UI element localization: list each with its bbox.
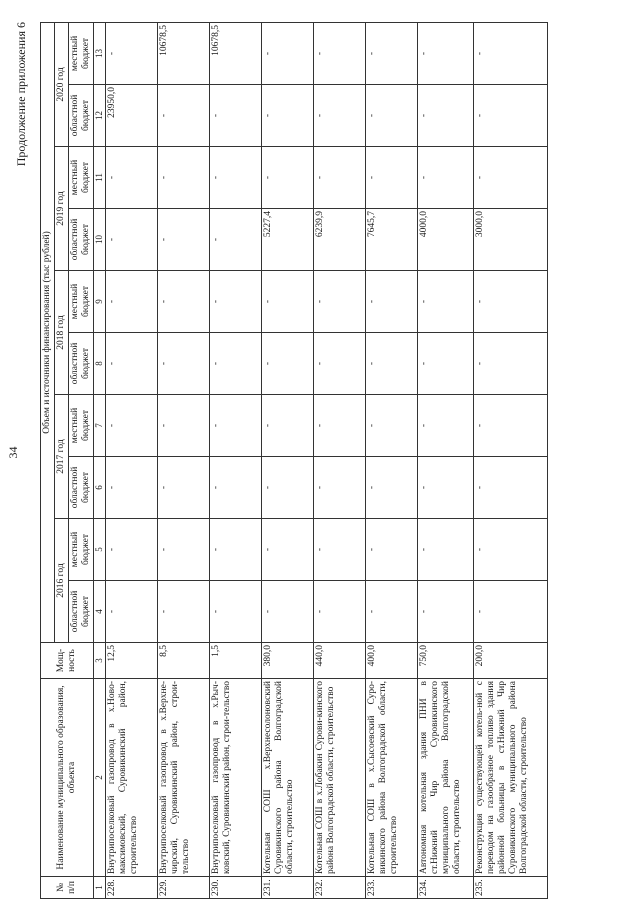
funding-value: - xyxy=(158,209,210,271)
col-number: 7 xyxy=(94,395,106,457)
col-number: 10 xyxy=(94,209,106,271)
object-name: Внутрипоселковый газопровод в х.Рыч-ковский, Суровикинский район, строи-тельство xyxy=(210,679,262,877)
row-number: 234. xyxy=(418,877,474,899)
funding-value: - xyxy=(314,22,366,84)
funding-value: - xyxy=(418,271,474,333)
table-row xyxy=(314,22,366,898)
object-power: 380,0 xyxy=(262,643,314,679)
funding-value: - xyxy=(158,519,210,581)
funding-value: - xyxy=(106,519,158,581)
funding-value: - xyxy=(210,147,262,209)
funding-value: - xyxy=(262,271,314,333)
header-name: Наименование муниципального образования, объекта xyxy=(41,679,94,877)
object-power: 440,0 xyxy=(314,643,366,679)
object-name: Котельная СОШ х.Верхнесолоновский Суровикинского района Волгоградской области, строительство xyxy=(262,679,314,877)
row-number: 231. xyxy=(262,877,314,899)
funding-value: - xyxy=(314,581,366,643)
funding-value: - xyxy=(210,395,262,457)
funding-value: - xyxy=(314,85,366,147)
header-local: местный бюджет xyxy=(69,271,94,333)
header-year-2017: 2017 год xyxy=(55,395,69,519)
header-local: местный бюджет xyxy=(69,395,94,457)
funding-value: - xyxy=(210,581,262,643)
object-name: Внутрипоселковый газопровод в х.Ново-максимовский, Суровикинский район, строительство xyxy=(106,679,158,877)
funding-value: - xyxy=(262,22,314,84)
col-number: 6 xyxy=(94,457,106,519)
funding-value: 3000,0 xyxy=(474,209,548,271)
funding-value: - xyxy=(418,85,474,147)
row-number: 235. xyxy=(474,877,548,899)
funding-value: - xyxy=(314,519,366,581)
header-regional: областной бюджет xyxy=(69,209,94,271)
row-number: 229. xyxy=(158,877,210,899)
table-body xyxy=(106,22,548,898)
table-row xyxy=(158,22,210,898)
funding-value: - xyxy=(314,147,366,209)
col-number: 4 xyxy=(94,581,106,643)
header-local: местный бюджет xyxy=(69,147,94,209)
header-row-col-numbers xyxy=(94,22,106,898)
header-regional: областной бюджет xyxy=(69,85,94,147)
funding-value: - xyxy=(474,519,548,581)
funding-value: - xyxy=(474,22,548,84)
funding-value: - xyxy=(366,85,418,147)
funding-value: - xyxy=(262,333,314,395)
object-power: 12,5 xyxy=(106,643,158,679)
funding-value: - xyxy=(106,581,158,643)
table-row xyxy=(474,22,548,898)
col-number: 8 xyxy=(94,333,106,395)
header-power: Мощ-ность xyxy=(41,643,94,679)
funding-value: - xyxy=(474,85,548,147)
funding-value: 5227,4 xyxy=(262,209,314,271)
funding-value: - xyxy=(210,333,262,395)
funding-value: - xyxy=(418,519,474,581)
funding-value: - xyxy=(106,271,158,333)
funding-value: 23950,0 xyxy=(106,85,158,147)
header-row-1 xyxy=(41,22,55,898)
funding-value: - xyxy=(158,85,210,147)
funding-value: 7645,7 xyxy=(366,209,418,271)
funding-value: - xyxy=(262,457,314,519)
funding-value: - xyxy=(418,457,474,519)
funding-value: 4000,0 xyxy=(418,209,474,271)
table-row xyxy=(366,22,418,898)
funding-value: - xyxy=(366,271,418,333)
header-num: № п/п xyxy=(41,877,94,899)
header-regional: областной бюджет xyxy=(69,457,94,519)
object-power: 750,0 xyxy=(418,643,474,679)
row-number: 233. xyxy=(366,877,418,899)
object-name: Котельная СОШ в х.Сысоевский Суро-викинского района Волгоградской области, строительство xyxy=(366,679,418,877)
header-regional: областной бюджет xyxy=(69,581,94,643)
funding-value: - xyxy=(106,22,158,84)
funding-value: - xyxy=(314,457,366,519)
funding-value: - xyxy=(106,209,158,271)
funding-table xyxy=(40,22,548,899)
funding-value: - xyxy=(474,333,548,395)
funding-value: - xyxy=(106,395,158,457)
object-name: Автономная котельная здания ПНИ в ст.Нижний Чир Суровикинского муниципального района Волгоградской области, строительство xyxy=(418,679,474,877)
funding-value: - xyxy=(366,22,418,84)
funding-value: - xyxy=(314,395,366,457)
funding-value: - xyxy=(474,147,548,209)
header-year-2020: 2020 год xyxy=(55,22,69,146)
funding-value: - xyxy=(158,271,210,333)
funding-value: - xyxy=(366,457,418,519)
funding-value: - xyxy=(262,581,314,643)
header-year-2016: 2016 год xyxy=(55,519,69,643)
funding-value: - xyxy=(210,457,262,519)
funding-value: - xyxy=(158,457,210,519)
funding-value: - xyxy=(262,395,314,457)
row-number: 228. xyxy=(106,877,158,899)
funding-value: - xyxy=(474,271,548,333)
funding-value: 6239,9 xyxy=(314,209,366,271)
object-name: Реконструкция существующей котель-ной с переводом на газообразное топливо здания районной больницы в ст.Нижний Чир Суровикинского муниципального района Волгоградской области, строительство xyxy=(474,679,548,877)
page-number: 34 xyxy=(6,446,20,459)
funding-value: - xyxy=(210,271,262,333)
funding-value: - xyxy=(418,333,474,395)
funding-value: - xyxy=(418,395,474,457)
object-name: Котельная СОШ в х.Лобакин Сурови-кинского района Волгоградской области, строительство xyxy=(314,679,366,877)
funding-value: - xyxy=(474,457,548,519)
header-funding: Объем и источники финансирования (тыс рублей) xyxy=(41,22,55,642)
col-number: 13 xyxy=(94,22,106,84)
funding-value: - xyxy=(418,147,474,209)
row-number: 232. xyxy=(314,877,366,899)
table-row xyxy=(106,22,158,898)
funding-value: - xyxy=(158,147,210,209)
table-row xyxy=(262,22,314,898)
funding-value: 10678,5 xyxy=(210,22,262,84)
funding-value: - xyxy=(474,395,548,457)
funding-value: - xyxy=(262,147,314,209)
funding-value: - xyxy=(262,519,314,581)
funding-value: - xyxy=(106,333,158,395)
funding-value: - xyxy=(106,147,158,209)
table-row xyxy=(210,22,262,898)
funding-value: - xyxy=(262,85,314,147)
funding-value: - xyxy=(366,519,418,581)
funding-value: - xyxy=(158,581,210,643)
funding-value: - xyxy=(418,22,474,84)
funding-value: - xyxy=(314,333,366,395)
funding-value: - xyxy=(366,147,418,209)
funding-value: 10678,5 xyxy=(158,22,210,84)
header-regional: областной бюджет xyxy=(69,333,94,395)
funding-value: - xyxy=(210,519,262,581)
funding-value: - xyxy=(366,581,418,643)
col-number: 12 xyxy=(94,85,106,147)
funding-value: - xyxy=(210,209,262,271)
funding-value: - xyxy=(418,581,474,643)
funding-value: - xyxy=(366,395,418,457)
object-power: 8,5 xyxy=(158,643,210,679)
funding-value: - xyxy=(314,271,366,333)
continuation-label: Продолжение приложения 6 xyxy=(14,22,28,167)
col-number: 1 xyxy=(94,877,106,899)
funding-value: - xyxy=(158,333,210,395)
col-number: 11 xyxy=(94,147,106,209)
header-local: местный бюджет xyxy=(69,519,94,581)
funding-value: - xyxy=(366,333,418,395)
object-power: 1,5 xyxy=(210,643,262,679)
object-power: 400,0 xyxy=(366,643,418,679)
funding-value: - xyxy=(106,457,158,519)
header-year-2018: 2018 год xyxy=(55,271,69,395)
funding-value: - xyxy=(474,581,548,643)
table-row xyxy=(418,22,474,898)
col-number: 5 xyxy=(94,519,106,581)
object-power: 200,0 xyxy=(474,643,548,679)
col-number: 9 xyxy=(94,271,106,333)
funding-value: - xyxy=(158,395,210,457)
row-number: 230. xyxy=(210,877,262,899)
object-name: Внутрипоселковый газопровод в х.Верхне-чирский, Суровикинский район, строи-тельство xyxy=(158,679,210,877)
col-number: 3 xyxy=(94,643,106,679)
header-year-2019: 2019 год xyxy=(55,147,69,271)
funding-value: - xyxy=(210,85,262,147)
header-local: местный бюджет xyxy=(69,22,94,84)
col-number: 2 xyxy=(94,679,106,877)
